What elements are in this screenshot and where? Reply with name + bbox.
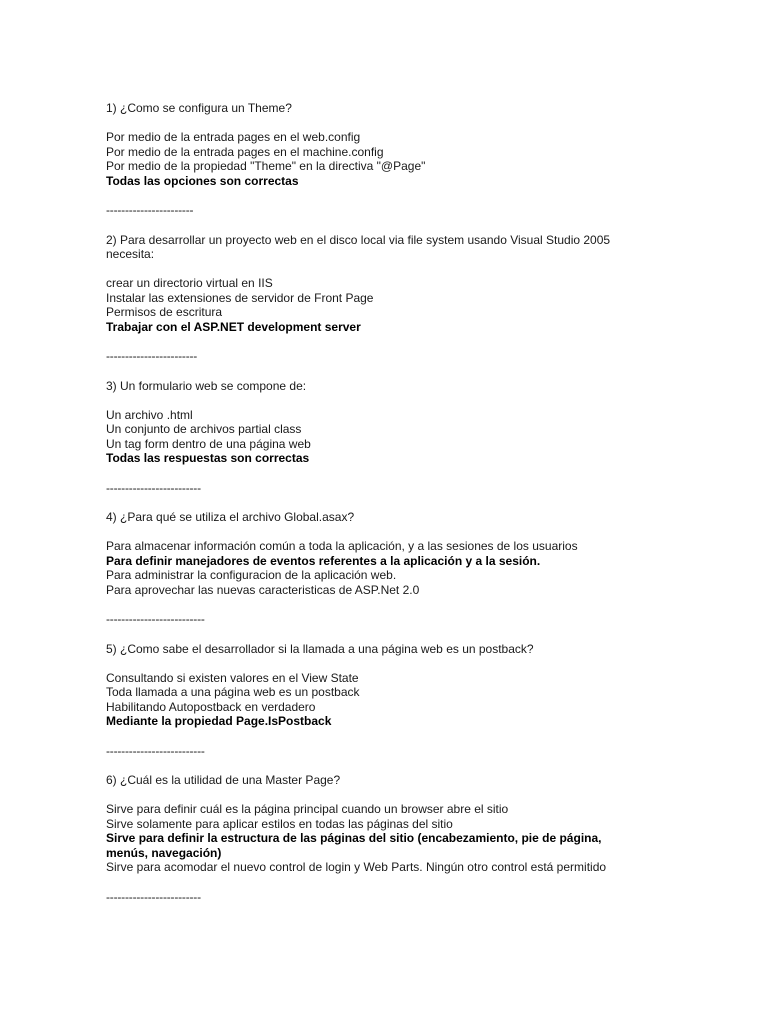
separator: -----------------------: [106, 203, 194, 217]
answer-option: Un tag form dentro de una página web: [106, 436, 311, 451]
correct-answer-option: Mediante la propiedad Page.IsPostback: [106, 714, 332, 728]
question-text: 6) ¿Cuál es la utilidad de una Master Page?: [106, 773, 341, 787]
answer-option: Un conjunto de archivos partial class: [106, 422, 302, 436]
question-5: [106, 642, 646, 759]
correct-answer-option: Trabajar con el ASP.NET development server: [106, 319, 361, 334]
question-3: [106, 379, 646, 496]
quiz-document: [106, 101, 646, 919]
separator: --------------------------: [106, 743, 205, 758]
question-text: 3) Un formulario web se compone de:: [106, 378, 307, 393]
correct-answer-option: Todas las respuestas son correctas: [106, 451, 310, 465]
question-text: 1) ¿Como se configura un Theme?: [106, 101, 292, 115]
correct-answer-option: Para definir manejadores de eventos referentes a la aplicación y a la sesión.: [106, 553, 541, 568]
separator: ------------------------: [106, 349, 198, 363]
answer-option: Sirve solamente para aplicar estilos en todas las páginas del sitio: [106, 816, 453, 831]
answer-option: Permisos de escritura: [106, 305, 223, 319]
question-4: [106, 510, 646, 627]
answer-option: crear un directorio virtual en IIS: [106, 276, 273, 290]
answer-option: Habilitando Autopostback en verdadero: [106, 699, 316, 714]
answer-option: Sirve para acomodar el nuevo control de login y Web Parts. Ningún otro control está permitido: [106, 860, 607, 874]
question-2: [106, 233, 646, 364]
question-6: [106, 773, 646, 904]
separator: -------------------------: [106, 889, 201, 904]
question-text: 4) ¿Para qué se utiliza el archivo Global.asax?: [106, 510, 355, 524]
answer-option: Por medio de la propiedad "Theme" en la directiva "@Page": [106, 159, 426, 173]
question-text: 5) ¿Como sabe el desarrollador si la llamada a una página web es un postback?: [106, 641, 534, 656]
answer-option: Instalar las extensiones de servidor de Front Page: [106, 290, 374, 305]
answer-option: Para administrar la configuracion de la aplicación web.: [106, 568, 397, 582]
answer-option: Consultando si existen valores en el View State: [106, 670, 359, 685]
answer-option: Para almacenar información común a toda la aplicación, y a las sesiones de los usuarios: [106, 539, 578, 553]
separator: -------------------------: [106, 480, 201, 495]
correct-answer-option: Todas las opciones son correctas: [106, 173, 299, 188]
answer-option: Por medio de la entrada pages en el machine.config: [106, 144, 384, 159]
separator: --------------------------: [106, 612, 205, 626]
answer-option: Por medio de la entrada pages en el web.config: [106, 130, 361, 144]
question-1: [106, 101, 646, 218]
answer-option: Toda llamada a una página web es un postback: [106, 685, 360, 699]
answer-option: Un archivo .html: [106, 407, 193, 422]
answer-option: Sirve para definir cuál es la página principal cuando un browser abre el sitio: [106, 802, 509, 816]
answer-option: Para aprovechar las nuevas caracteristicas de ASP.Net 2.0: [106, 582, 420, 597]
question-text: 2) Para desarrollar un proyecto web en el disco local via file system usando Visual Studio 2005 necesita:: [106, 232, 611, 261]
correct-answer-option: Sirve para definir la estructura de las páginas del sitio (encabezamiento, pie de página, menús, navegación): [106, 831, 602, 860]
